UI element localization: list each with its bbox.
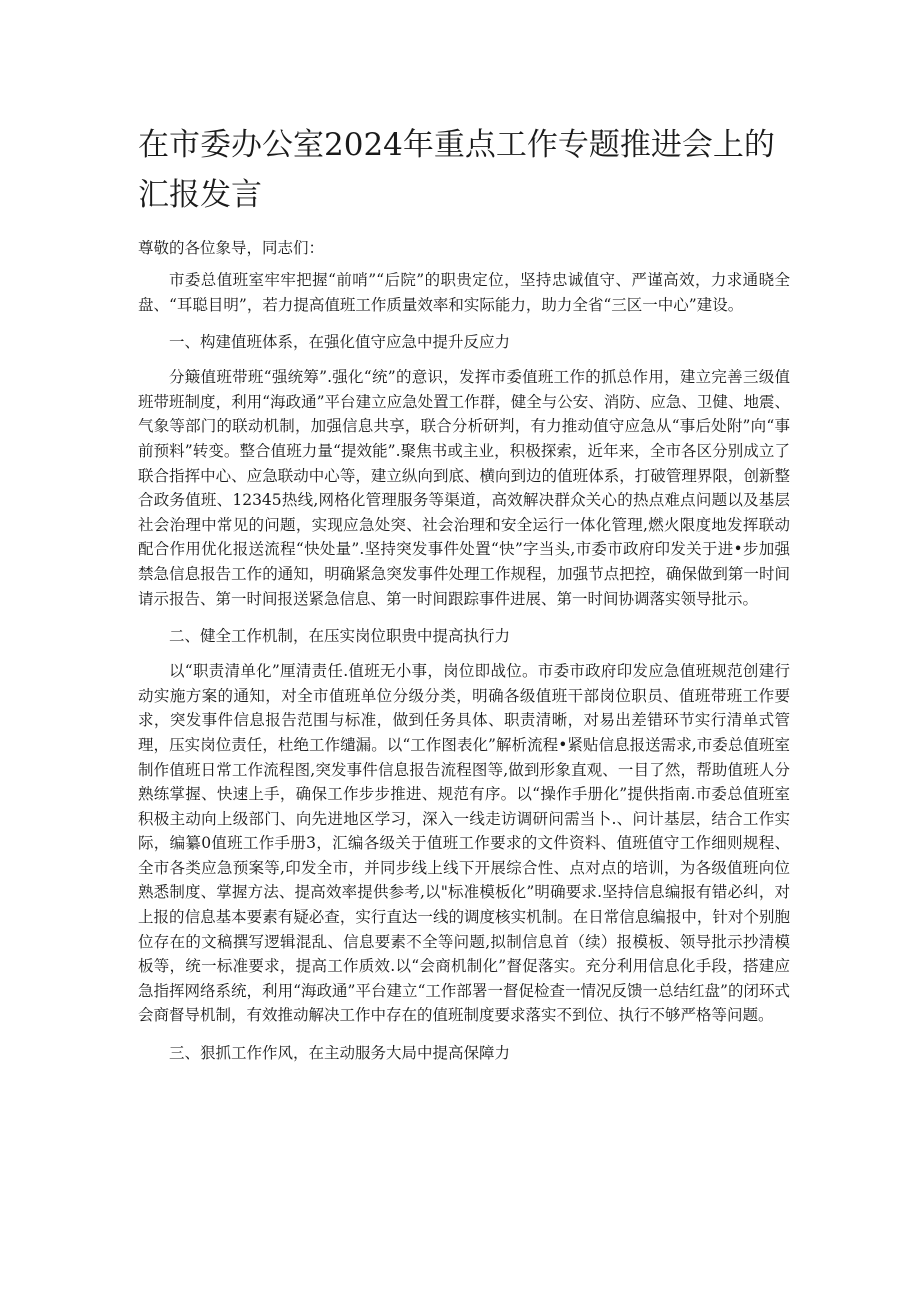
section-heading-3: 三、狠抓工作作风，在主动服务大局中提高保障力 — [169, 1044, 511, 1063]
section-heading-1: 一、构建值班体系，在强化值守应急中提升反应力 — [169, 333, 511, 352]
section-body-2: 以“职责清单化”厘清责任.值班无小事，岗位即战位。市委市政府印发应急值班规范创建行动实施方案的通知，对全市值班单位分级分类，明确各级值班干部岗位职员、值班带班工作要求，突发事件信息报告范围与标准，做到任务具体、职责清晰，对易出差错环节实行清单式管理，压实岗位责任，杜绝工作缱漏。以“工作图表化”解析流程•紧贴信息报送需求,市委总值班室制作值班日常工作流程图,突发事件信息报告流程图等,做到形象直观、一目了然，帮助值班人分熟练掌握、快速上手，确保工作步步推进、规范有序。以“操作手册化”提供指南.市委总值班室积极主动向上级部门、向先进地区学习，深入一线走访调研问需当卜.、问计基层，结合工作实际，编纂0值班工作手册3，汇编各级关于值班工作要求的文件资料、值班值守工作细则规程、全市各类应急预案等,印发全市，并同步线上线下开展综合性、点对点的培训，为各级值班向位熟悉制度、掌握方法、提高效率提供参考,以"标准模板化”明确要求.坚持信息编报有错必纠，对上报的信息基本要素有疑必查，实行直达一线的调度核实机制。在日常信息编报中，针对个别胞位存在的文稿撰写逻辑混乱、信息要素不全等问题,拟制信息首（续）报模板、领导批示抄清模板等，统一标准要求，提高工作质效.以“会商机制化”督促落实。充分利用信息化手段，搭建应急指挥网络系统，利用“海政通”平台建立“工作部署一督促检查一情况反馈一总结红盘”的闭环式会商督导机制，有效推动解决工作中存在的值班制度要求落实不到位、执行不够严格等问题。 — [138, 662, 790, 1025]
document-page — [138, 120, 790, 1076]
salutation: 尊敬的各位象导，同志们： — [138, 239, 325, 257]
section-body-1: 分簸值班带班“强统筹”.强化“统”的意识，发挥市委值班工作的抓总作用，建立完善三级值班带班制度，利用“海政通”平台建立应急处置工作群，健全与公安、消防、应急、卫健、地震、气象等部门的联动机制，加强信息共享，联合分析研判，有力推动值守应急从“事后处附”向“事前预料”转变。整合值班力量“提效能”.聚焦书或主业，积极探索，近年来，全市各区分别成立了联合指挥中心、应急联动中心等，建立纵向到底、横向到边的值班体系，打破管理界限，创新整合政务值班、12345热线,网格化管理服务等渠道，高效解决群众关心的热点难点问题以及基层社会治理中常见的问题，实现应急处突、社会治理和安全运行一体化管理,燃火限度地发挥联动配合作用优化报送流程“快处量”.坚持突发事件处置“快”字当头,市委市政府印发关于进•步加强禁急信息报告工作的通知，明确紧急突发事件处理工作规程，加强节点把控，确保做到第一时间请示报告、第一时间报送紧急信息、第一时间跟踪事件进展、第一时间协调落实领导批示。 — [138, 368, 790, 608]
document-title: 在市委办公室2024年重点工作专题推进会上的汇报发言 — [138, 127, 775, 213]
section-heading-2: 二、健全工作机制，在压实岗位职贵中提高执行力 — [169, 627, 511, 646]
intro-paragraph: 市委总值班室牢牢把握“前哨”“后院”的职贵定位，坚持忠诚值守、严谨高效，力求通晓全盘、“耳聪目明”，若力提高值班工作质量效率和实际能力，助力全省“三区一中心”建设。 — [138, 271, 790, 314]
